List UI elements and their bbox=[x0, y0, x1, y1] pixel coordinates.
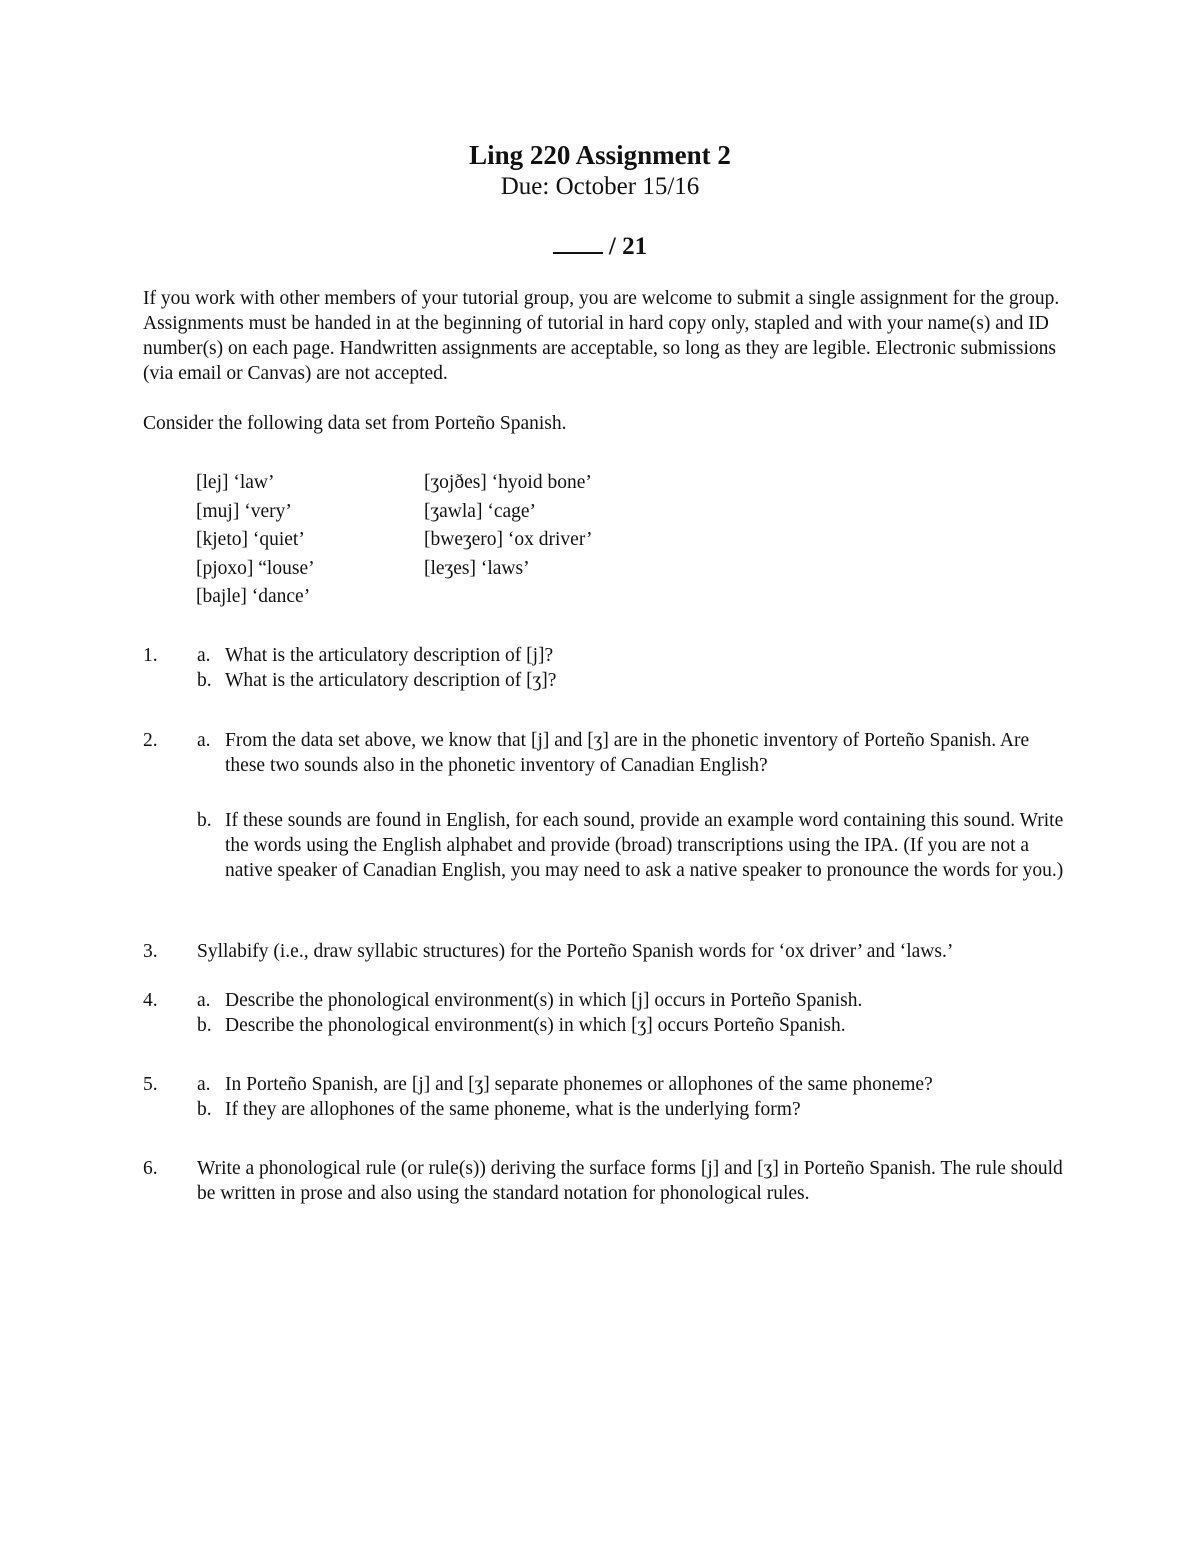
data-column-2 bbox=[424, 469, 593, 583]
data-item: [bweʒero] ‘ox driver’ bbox=[424, 529, 593, 550]
part-letter: b. bbox=[197, 1099, 212, 1120]
data-item: [leʒes] ‘laws’ bbox=[424, 557, 530, 579]
question-number: 1. bbox=[143, 645, 158, 666]
part-letter: a. bbox=[197, 1074, 211, 1095]
part-text: If these sounds are found in English, for each sound, provide an example word containing this sound. Write the words using the English alphabet and provide (broad) transcriptions using the IPA. (If you are not a native speaker of Canadian English, you may need to ask a native speaker to pronounce the words for you.) bbox=[225, 810, 1064, 881]
part-text: From the data set above, we know that [j] and [ʒ] are in the phonetic inventory of Porteño Spanish. Are these two sounds also in the phonetic inventory of Canadian English? bbox=[225, 730, 1030, 776]
question-4 bbox=[143, 988, 1073, 1038]
score-line bbox=[0, 228, 1200, 261]
part-text: Describe the phonological environment(s) in which [j] occurs in Porteño Spanish. bbox=[225, 990, 863, 1011]
data-column-1 bbox=[196, 469, 315, 612]
question-number: 3. bbox=[143, 941, 158, 962]
part-text: What is the articulatory description of [j]? bbox=[225, 645, 554, 666]
question-part bbox=[197, 668, 1073, 693]
question-number: 2. bbox=[143, 730, 158, 751]
consider-line: Consider the following data set from Porteño Spanish. bbox=[143, 413, 567, 434]
data-item: [kjeto] ‘quiet’ bbox=[196, 529, 305, 550]
question-number: 6. bbox=[143, 1158, 158, 1179]
intro-paragraph: If you work with other members of your tutorial group, you are welcome to submit a single assignment for the group. Assignments must be handed in at the beginning of tutorial in hard copy only, stapled and with your name(s) and ID number(s) on each page. Handwritten assignments are acceptable, so long as they are legible. Electronic submissions (via email or Canvas) are not accepted. bbox=[143, 288, 1060, 384]
question-number: 4. bbox=[143, 990, 158, 1011]
question-2 bbox=[143, 728, 1073, 883]
question-part bbox=[197, 988, 1073, 1013]
part-text: Describe the phonological environment(s) in which [ʒ] occurs Porteño Spanish. bbox=[225, 1015, 846, 1036]
question-5 bbox=[143, 1072, 1073, 1122]
part-letter: a. bbox=[197, 990, 211, 1011]
question-part bbox=[197, 1013, 1073, 1038]
part-text: What is the articulatory description of [ʒ]? bbox=[225, 670, 557, 691]
question-part bbox=[197, 1097, 1073, 1122]
question-part bbox=[197, 1072, 1073, 1097]
part-letter: a. bbox=[197, 730, 211, 751]
part-text: If they are allophones of the same phoneme, what is the underlying form? bbox=[225, 1099, 801, 1120]
part-letter: b. bbox=[197, 810, 212, 831]
part-letter: b. bbox=[197, 670, 212, 691]
question-1 bbox=[143, 643, 1073, 693]
due-date: Due: October 15/16 bbox=[500, 173, 700, 200]
data-item: [lej] ‘law’ bbox=[196, 472, 275, 493]
data-item: [bajle] ‘dance’ bbox=[196, 586, 311, 607]
score-blank bbox=[553, 228, 603, 254]
data-item: [ʒawla] ‘cage’ bbox=[424, 500, 537, 522]
score-total: / 21 bbox=[608, 233, 648, 260]
question-6 bbox=[143, 1156, 1073, 1206]
question-text: Syllabify (i.e., draw syllabic structures) for the Porteño Spanish words for ‘ox driver’ and ‘laws.’ bbox=[197, 941, 954, 962]
page-title: Ling 220 Assignment 2 bbox=[469, 140, 731, 170]
question-part bbox=[197, 808, 1073, 883]
data-item: [ʒojðes] ‘hyoid bone’ bbox=[424, 472, 592, 493]
part-text: In Porteño Spanish, are [j] and [ʒ] separate phonemes or allophones of the same phoneme? bbox=[225, 1074, 933, 1095]
spacer bbox=[143, 778, 1073, 803]
part-letter: b. bbox=[197, 1015, 212, 1036]
question-3 bbox=[143, 939, 1073, 964]
data-item: [pjoxo] “louse’ bbox=[196, 557, 315, 579]
question-text: Write a phonological rule (or rule(s)) deriving the surface forms [j] and [ʒ] in Porteño Spanish. The rule should be written in prose and also using the standard notation for phonological rules. bbox=[197, 1158, 1063, 1204]
question-number: 5. bbox=[143, 1074, 158, 1095]
data-item: [muj] ‘very’ bbox=[196, 500, 292, 522]
question-part bbox=[197, 643, 1073, 668]
question-part bbox=[197, 728, 1073, 778]
part-letter: a. bbox=[197, 645, 211, 666]
